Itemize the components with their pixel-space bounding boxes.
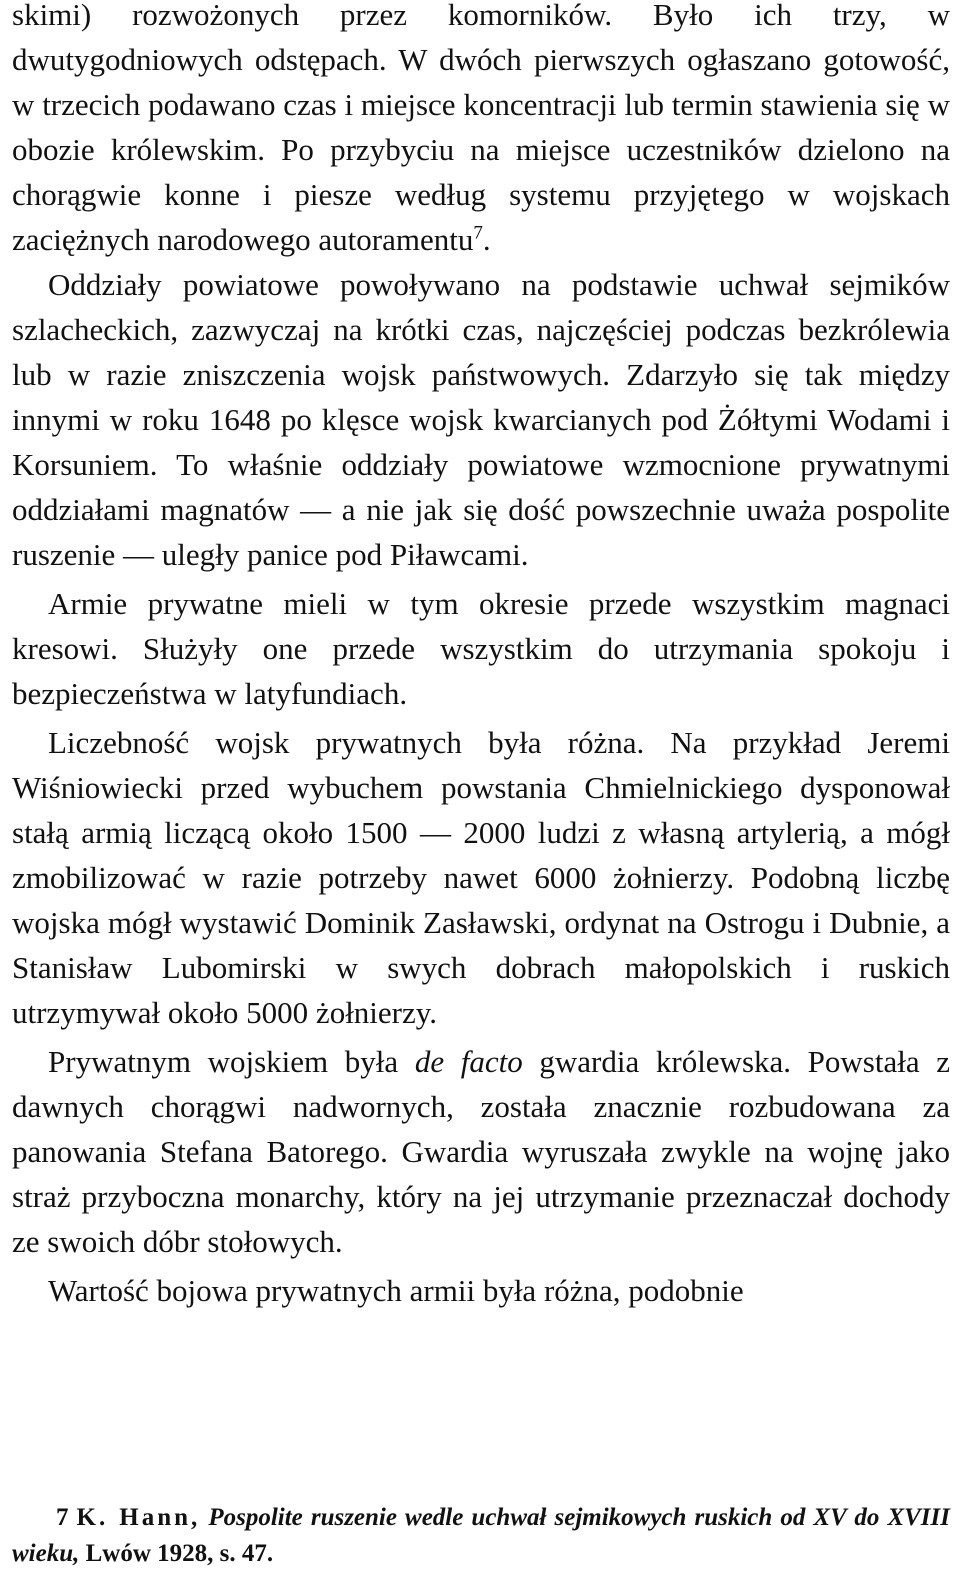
footnote-number: 7 <box>56 1504 69 1531</box>
paragraph-1 <box>12 0 950 262</box>
paragraph-5-after: gwardia królewska. Powstała z dawnych chorągwi nadwornych, została znacznie rozbudowana za panowania Stefana Batorego. Gwardia wyruszała zwykle na wojnę jako straż przyboczna monarchy, który na jej utrzymanie przeznaczał dochody ze swoich dóbr stołowych. <box>12 1044 951 1259</box>
paragraph-1-text: skimi) rozwożonych przez komorników. Było ich trzy, w dwutygodniowych odstępach. W dwóch pierwszych ogłaszano gotowość, w trzecich podawano czas i miejsce koncentracji lub termin stawienia się w obozie królewskim. Po przybyciu na miejsce uczestników dzielono na chorągwie konne i piesze według systemu przyjętego w wojskach zaciężnych narodowego autoramentu <box>12 0 950 257</box>
document-page <box>12 0 951 1567</box>
footnote-author: K. Hann, <box>76 1504 201 1531</box>
footnote-ref-7[interactable]: 7 <box>473 222 483 244</box>
paragraph-1-end: . <box>482 222 491 257</box>
paragraph-3: Armie prywatne mieli w tym okresie przede wszystkim magnaci kresowi. Służyły one przede wszystkim do utrzymania spokoju i bezpieczeństwa w latyfundiach. <box>12 586 950 711</box>
paragraph-5 <box>12 1039 950 1264</box>
paragraph-5-before: Prywatnym wojskiem była <box>48 1044 399 1079</box>
footnote-title: Pospolite ruszenie wedle uchwał sejmikowych ruskich od XV do XVIII wieku, <box>12 1504 950 1567</box>
paragraph-4: Liczebność wojsk prywatnych była różna. Na przykład Jeremi Wiśniowiecki przed wybuchem powstania Chmielnickiego dysponował stałą armią liczącą około 1500 — 2000 ludzi z własną artylerią, a mógł zmobilizować w razie potrzeby nawet 6000 żołnierzy. Podobną liczbę wojska mógł wystawić Dominik Zasławski, ordynat na Ostrogu i Dubnie, a Stanisław Lubomirski w swych dobrach małopolskich i ruskich utrzymywał około 5000 żołnierzy. <box>12 725 950 1030</box>
footnote <box>12 1500 950 1572</box>
footnote-imprint: Lwów 1928, s. 47. <box>85 1540 274 1567</box>
paragraph-5-italic: de facto <box>414 1044 523 1079</box>
paragraph-2: Oddziały powiatowe powoływano na podstawie uchwał sejmików szlacheckich, zazwyczaj na krótki czas, najczęściej podczas bezkrólewia lub w razie zniszczenia wojsk państwowych. Zdarzyło się tak między innymi w roku 1648 po klęsce wojsk kwarcianych pod Żółtymi Wodami i Korsuniem. To właśnie oddziały powiatowe wzmocnione prywatnymi oddziałami magnatów — a nie jak się dość powszechnie uważa pospolite ruszenie — uległy panice pod Piławcami. <box>12 267 950 572</box>
paragraph-6: Wartość bojowa prywatnych armii była różna, podobnie <box>48 1273 744 1308</box>
